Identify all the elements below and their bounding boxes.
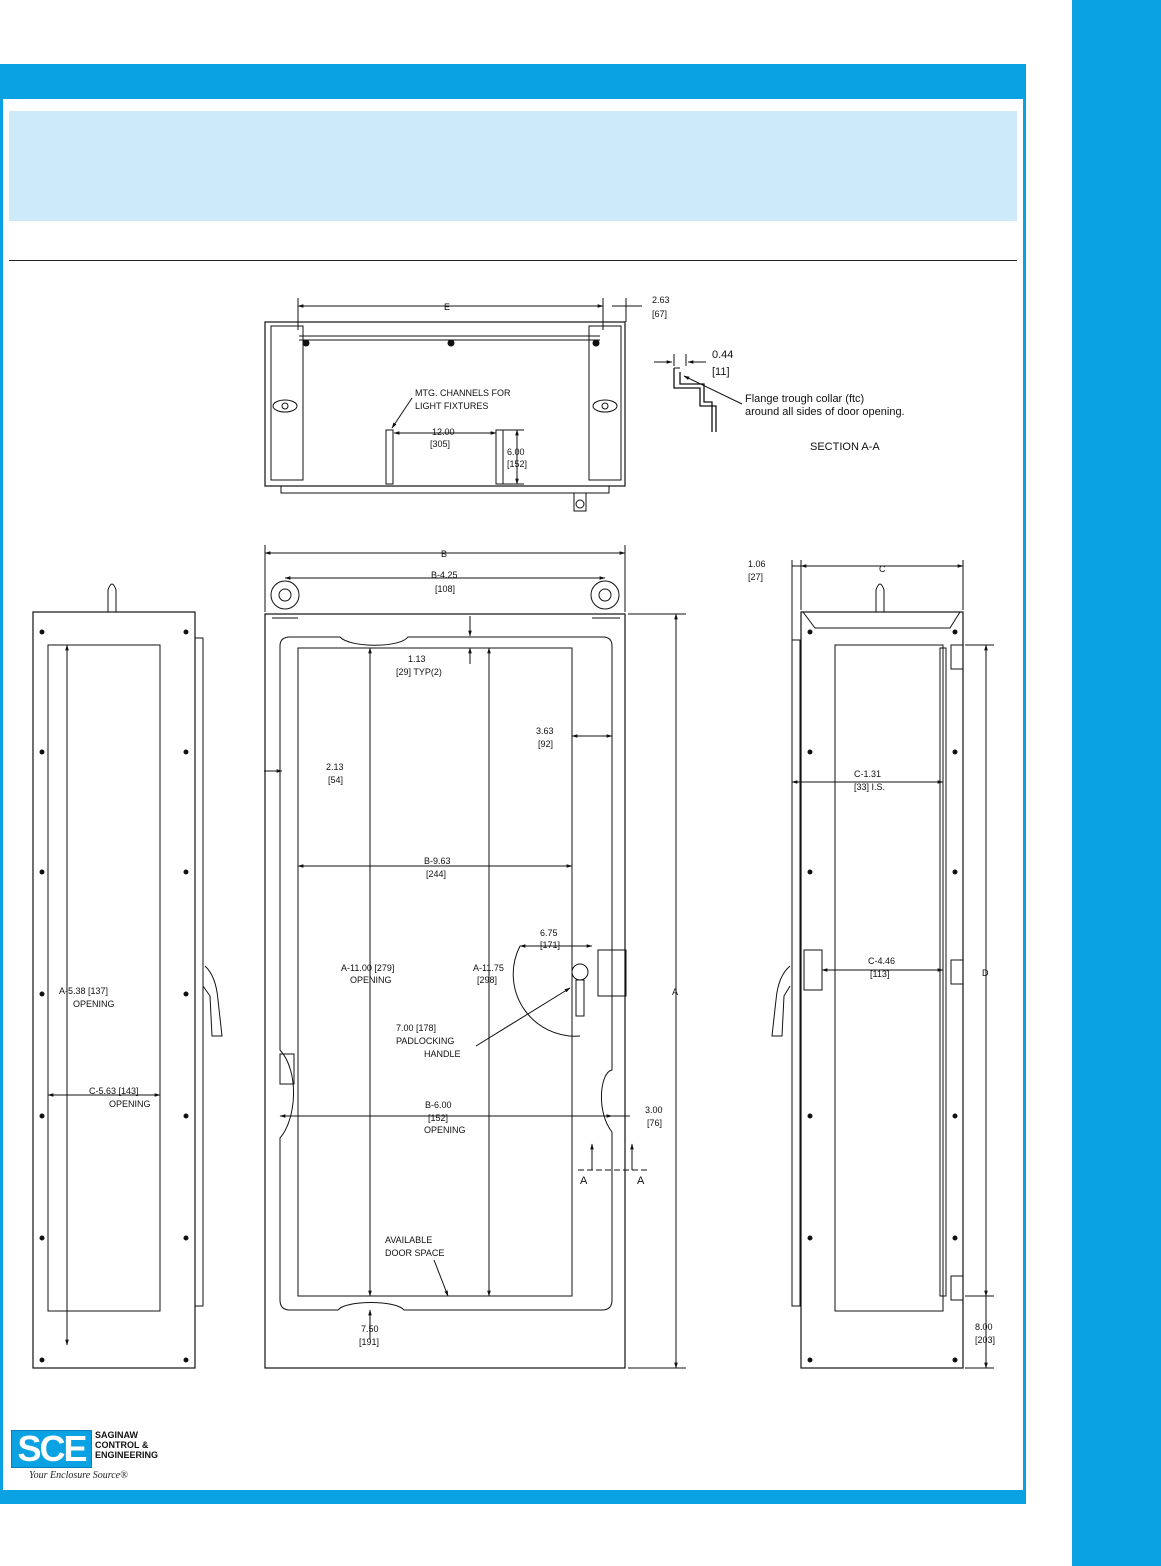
dim-750-mm: [191]: [359, 1337, 380, 1347]
section-note-line2: around all sides of door opening.: [745, 406, 905, 418]
footer-bar: [0, 1490, 1026, 1504]
dim-b-600-mm: [152]: [428, 1113, 449, 1123]
dim-213: 2.13: [326, 762, 344, 772]
right-side-view: [748, 559, 995, 1368]
dim-channel-height: 6.00: [507, 447, 525, 457]
dim-a-1100: A-11.00 [279]: [341, 963, 395, 973]
dim-113-mm: [29] TYP(2): [396, 667, 442, 677]
door-space-line1: AVAILABLE: [385, 1235, 433, 1245]
dim-b-label: B: [441, 549, 448, 559]
logo-mark: SCE: [11, 1430, 92, 1468]
dim-c-131: C-1.31: [854, 769, 882, 779]
dim-675-mm: [171]: [540, 940, 561, 950]
logo-name-line1: SAGINAW: [95, 1430, 139, 1440]
dim-a-538-note: OPENING: [73, 999, 115, 1009]
mtg-channels-line1: MTG. CHANNELS FOR: [415, 388, 511, 398]
dim-b-425: B-4.25: [431, 570, 458, 580]
dim-a-1100-note: OPENING: [350, 975, 392, 985]
dim-213-mm: [54]: [328, 775, 344, 785]
dim-flange: 0.44: [712, 349, 734, 361]
mtg-channels-line2: LIGHT FIXTURES: [415, 401, 489, 411]
handle-line1: 7.00 [178]: [396, 1023, 437, 1033]
dim-a-label: A: [672, 987, 679, 997]
front-view: [264, 545, 686, 1368]
section-mark-right: A: [637, 1175, 645, 1187]
dim-d-label: D: [982, 968, 989, 978]
dim-675: 6.75: [540, 928, 558, 938]
dim-106-mm: [27]: [748, 572, 764, 582]
dim-750: 7.50: [361, 1324, 379, 1334]
dim-c-563-note: OPENING: [109, 1099, 151, 1109]
dim-113: 1.13: [408, 654, 426, 664]
dim-c-446: C-4.46: [868, 956, 896, 966]
dim-channel-height-mm: [152]: [507, 459, 528, 469]
dim-300-mm: [76]: [647, 1118, 663, 1128]
handle-line2: PADLOCKING: [396, 1036, 455, 1046]
dim-b-963-mm: [244]: [426, 869, 447, 879]
section-title: SECTION A-A: [810, 441, 880, 453]
dim-c-446-mm: [113]: [870, 969, 890, 979]
dim-800: 8.00: [975, 1322, 993, 1332]
dim-c-131-mm: [33] I.S.: [854, 782, 886, 792]
left-side-view: [33, 584, 222, 1368]
door-space-line2: DOOR SPACE: [385, 1248, 445, 1258]
dim-flange-mm: [11]: [712, 366, 730, 378]
logo-name-line2: CONTROL &: [95, 1440, 149, 1450]
handle-line3: HANDLE: [424, 1049, 461, 1059]
dim-300: 3.00: [645, 1105, 663, 1115]
dim-363-mm: [92]: [538, 739, 554, 749]
dim-106: 1.06: [748, 559, 766, 569]
logo-company-name: [95, 1430, 158, 1460]
dim-363: 3.63: [536, 726, 554, 736]
sce-logo: [11, 1428, 161, 1484]
dim-b-963: B-9.63: [424, 856, 451, 866]
top-view: [265, 295, 670, 511]
dim-a-538: A-5.38 [137]: [59, 986, 109, 996]
dim-channel-spacing-mm: [305]: [430, 439, 451, 449]
logo-tagline: Your Enclosure Source®: [29, 1470, 128, 1481]
dim-a-1175: A-11.75: [473, 963, 504, 973]
dim-b-600-note: OPENING: [424, 1125, 466, 1135]
dim-side-label: 2.63: [652, 295, 670, 305]
section-note-line1: Flange trough collar (ftc): [745, 393, 865, 405]
dim-a-1175-mm: [298]: [477, 975, 498, 985]
dim-b-425-mm: [108]: [435, 584, 456, 594]
dim-800-mm: [203]: [975, 1335, 996, 1345]
dim-b-600: B-6.00: [425, 1100, 452, 1110]
logo-name-line3: ENGINEERING: [95, 1450, 159, 1460]
dim-channel-spacing: 12.00: [432, 427, 455, 437]
side-color-bar: [1072, 0, 1161, 1566]
dim-e-label: E: [444, 302, 451, 312]
dim-c-563: C-5.63 [143]: [89, 1086, 139, 1096]
section-a-a: [654, 349, 905, 453]
dim-c-label: C: [879, 564, 886, 574]
section-mark-left: A: [580, 1175, 588, 1187]
dim-side-mm-label: [67]: [652, 309, 668, 319]
